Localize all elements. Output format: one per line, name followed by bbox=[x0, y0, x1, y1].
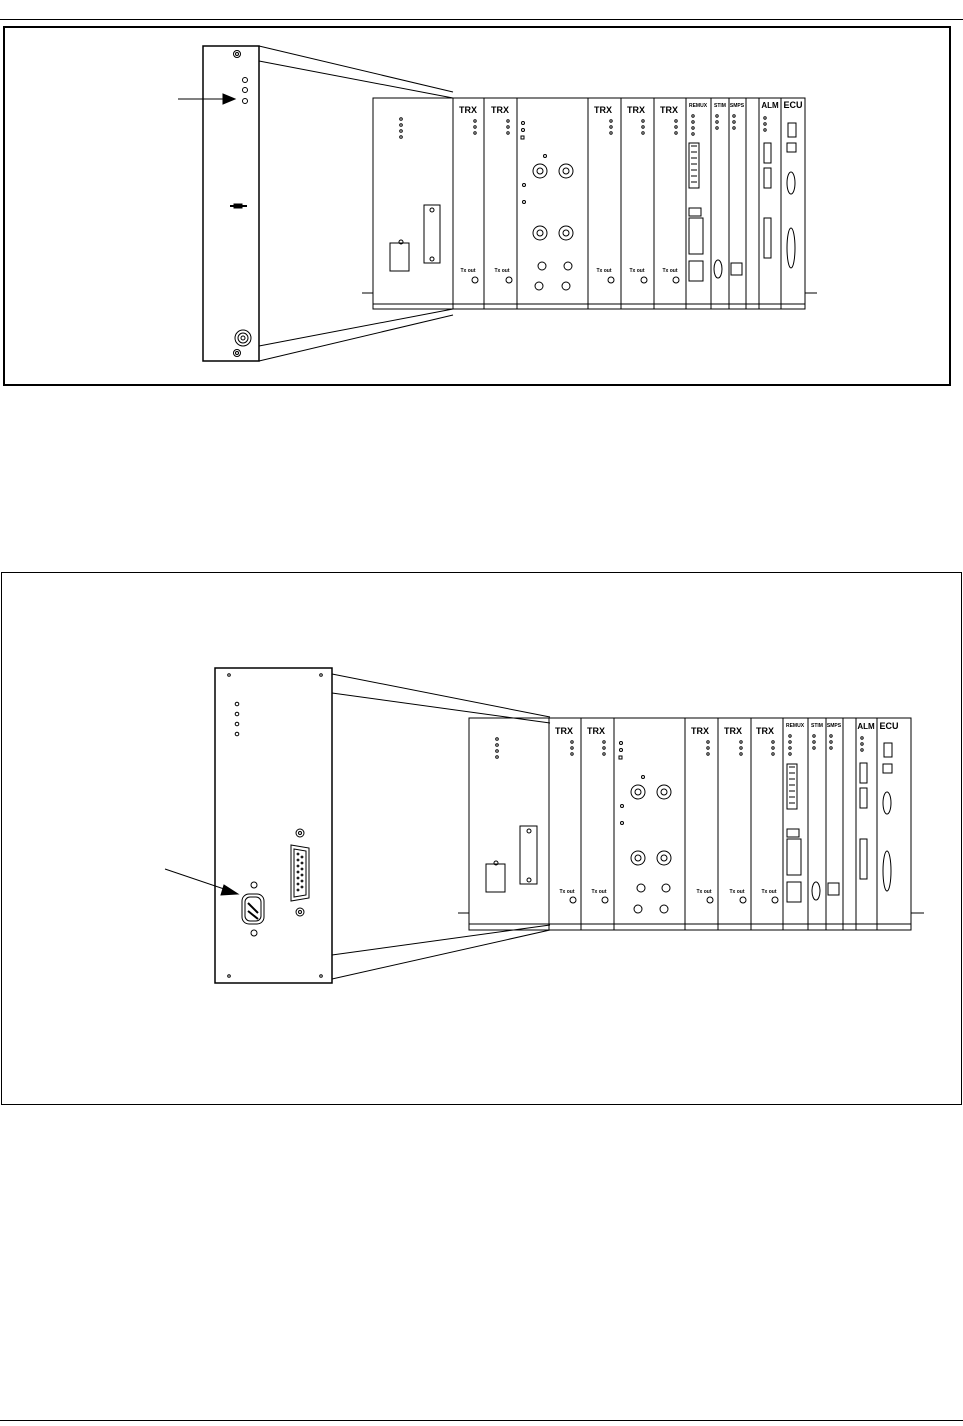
fig1-pointer-arrow bbox=[178, 94, 235, 104]
fig2-pointer-arrow bbox=[165, 869, 238, 895]
svg-text:Tx out: Tx out bbox=[559, 889, 575, 895]
svg-text:TRX: TRX bbox=[491, 105, 509, 115]
led-icon bbox=[235, 732, 239, 736]
svg-text:TRX: TRX bbox=[660, 105, 678, 115]
svg-text:Tx out: Tx out bbox=[761, 889, 777, 895]
svg-text:ALM: ALM bbox=[857, 722, 875, 731]
led-icon bbox=[235, 702, 239, 706]
svg-text:TRX: TRX bbox=[627, 105, 645, 115]
svg-text:Tx out: Tx out bbox=[629, 268, 645, 274]
led-icon bbox=[235, 722, 239, 726]
led-icon bbox=[243, 88, 248, 93]
svg-text:TRX: TRX bbox=[691, 726, 709, 736]
led-icon bbox=[243, 99, 248, 104]
dsub-connector-icon bbox=[291, 829, 309, 916]
svg-text:Tx out: Tx out bbox=[696, 889, 712, 895]
connector-icon bbox=[235, 330, 251, 346]
figure-1-frame bbox=[3, 26, 951, 386]
figure-2-drawing bbox=[2, 573, 961, 1104]
fig1-perspective-lines bbox=[259, 46, 453, 361]
svg-text:REMUX: REMUX bbox=[785, 723, 805, 729]
svg-text:REMUX: REMUX bbox=[688, 103, 708, 109]
svg-text:SMPS: SMPS bbox=[826, 723, 842, 729]
svg-text:ALM: ALM bbox=[761, 101, 779, 110]
svg-text:SMPS: SMPS bbox=[729, 103, 745, 109]
power-inlet-icon bbox=[242, 882, 264, 936]
fig1-enlarged-panel bbox=[203, 46, 259, 361]
svg-text:STIM: STIM bbox=[714, 103, 726, 109]
svg-text:TRX: TRX bbox=[756, 726, 774, 736]
svg-text:Tx out: Tx out bbox=[596, 268, 612, 274]
svg-text:TRX: TRX bbox=[724, 726, 742, 736]
fig2-rack bbox=[458, 718, 924, 930]
svg-text:TRX: TRX bbox=[459, 105, 477, 115]
figure-2-frame bbox=[1, 572, 962, 1105]
fig2-enlarged-panel bbox=[215, 668, 332, 983]
svg-text:TRX: TRX bbox=[555, 726, 573, 736]
figure-1-drawing bbox=[5, 28, 949, 384]
footer-rule bbox=[0, 1420, 963, 1421]
led-icon bbox=[235, 712, 239, 716]
svg-text:ECU: ECU bbox=[879, 721, 899, 731]
svg-text:STIM: STIM bbox=[811, 723, 823, 729]
header-rule bbox=[0, 19, 963, 20]
svg-text:Tx out: Tx out bbox=[494, 268, 510, 274]
fig1-rack bbox=[362, 98, 817, 309]
led-icon bbox=[243, 78, 248, 83]
svg-text:Tx out: Tx out bbox=[729, 889, 745, 895]
svg-text:Tx out: Tx out bbox=[591, 889, 607, 895]
svg-text:ECU: ECU bbox=[783, 100, 803, 110]
svg-text:Tx out: Tx out bbox=[662, 268, 678, 274]
svg-text:TRX: TRX bbox=[594, 105, 612, 115]
svg-text:Tx out: Tx out bbox=[460, 268, 476, 274]
svg-text:TRX: TRX bbox=[587, 726, 605, 736]
fig2-perspective-lines bbox=[332, 674, 550, 979]
